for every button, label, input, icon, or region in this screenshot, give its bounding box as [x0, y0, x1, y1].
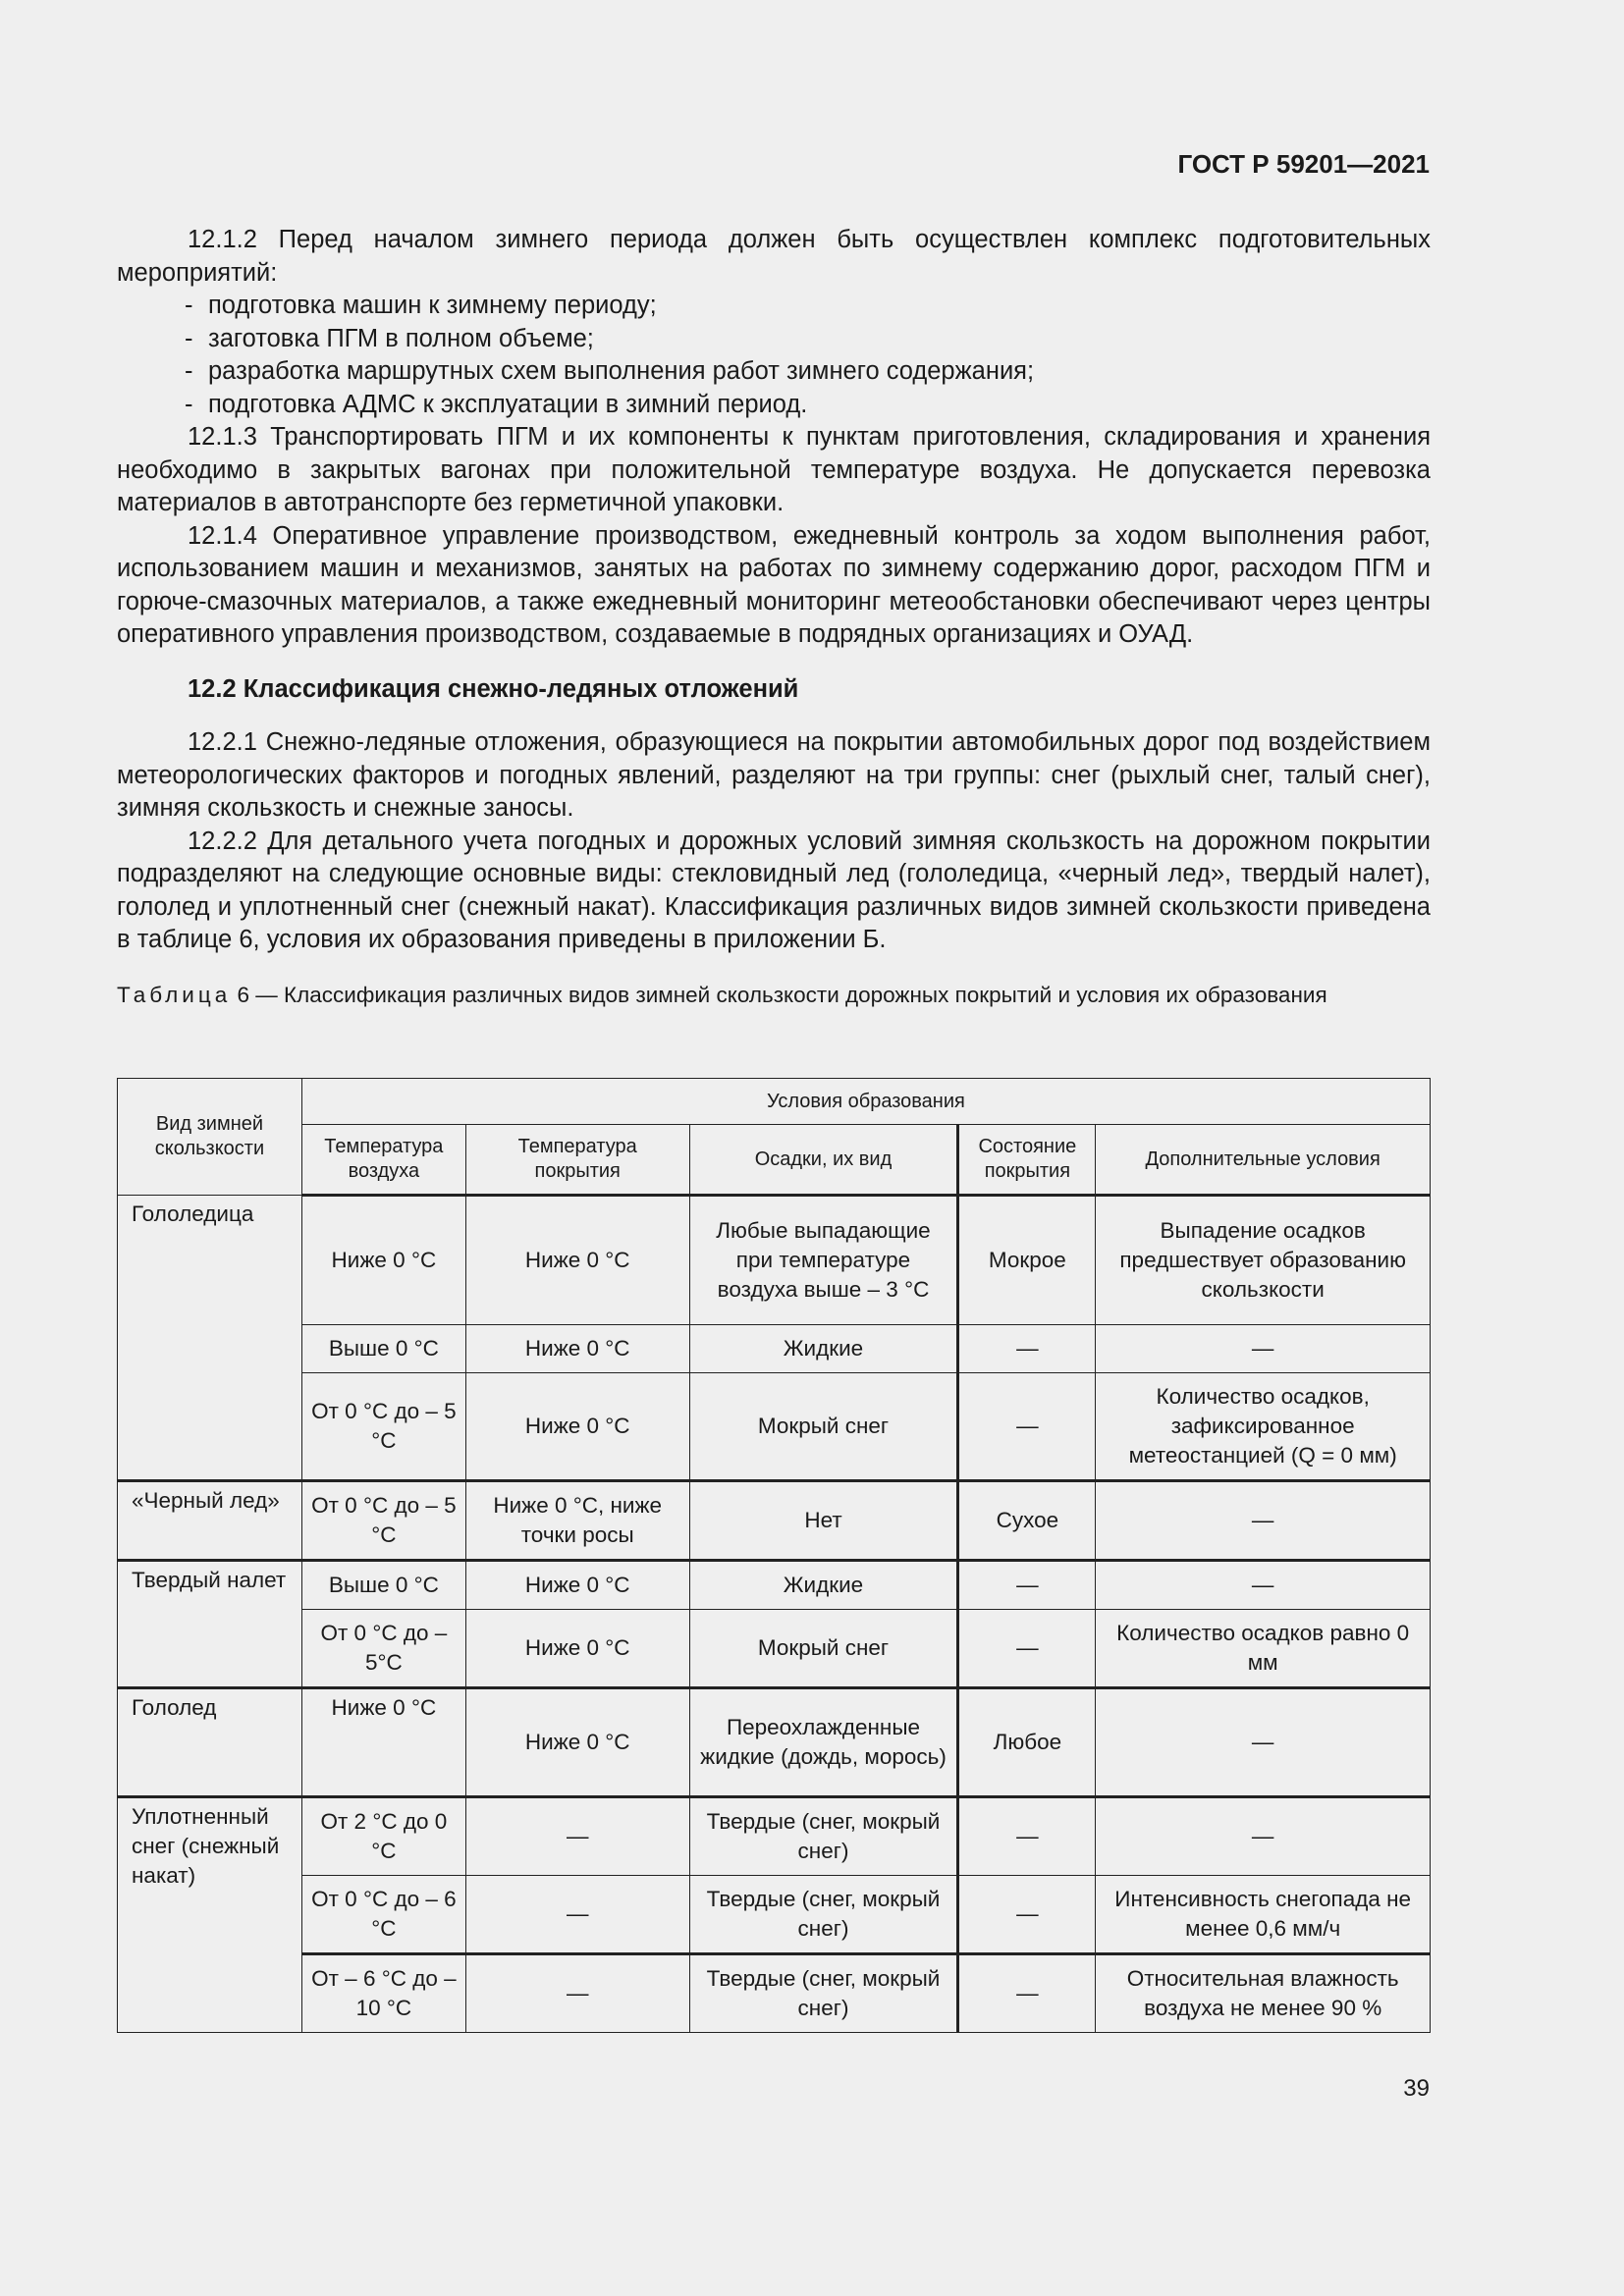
list-item	[117, 389, 1431, 422]
cell: Относительная влажность воздуха не менее 90 %	[1096, 1954, 1431, 2033]
cell: —	[1096, 1325, 1431, 1373]
list-dash: -	[185, 390, 193, 418]
cell: —	[958, 1325, 1096, 1373]
cell: Выше 0 °С	[301, 1561, 465, 1610]
paragraph-12-2-2: 12.2.2 Для детального учета погодных и дорожных условий зимняя скользкость на дорожном покрытии подразделяют на следующие основные виды: стекловидный лед (гололедица, «черный лед», твердый налет), гололед и уплотненный снег (снежный накат). Классификация различных видов зимней скользкости приведена в таблице 6, условия их образования приведены в приложении Б.	[117, 827, 1431, 953]
table-row	[118, 1196, 1431, 1325]
table-row	[118, 1954, 1431, 2033]
list-dash: -	[185, 324, 193, 352]
group-label: Твердый налет	[118, 1561, 302, 1688]
cell: От 0 °С до – 5 °С	[301, 1373, 465, 1481]
table-caption	[117, 982, 1431, 1008]
cell: Жидкие	[689, 1325, 958, 1373]
cell: —	[958, 1610, 1096, 1688]
cell: —	[958, 1797, 1096, 1876]
header-precip: Осадки, их вид	[689, 1125, 958, 1196]
cell: —	[465, 1876, 689, 1954]
cell: —	[465, 1797, 689, 1876]
cell: Ниже 0 °С	[465, 1373, 689, 1481]
classification-table	[117, 1078, 1431, 2033]
table-row	[118, 1481, 1431, 1561]
group-label: Уплотненный снег (снежный накат)	[118, 1797, 302, 2033]
cell: Интенсивность снегопада не менее 0,6 мм/ч	[1096, 1876, 1431, 1954]
cell: От – 6 °С до – 10 °С	[301, 1954, 465, 2033]
paragraph-12-1-2: 12.1.2 Перед началом зимнего периода должен быть осуществлен комплекс подготовительных мероприятий:	[117, 226, 1431, 287]
cell: Ниже 0 °С	[465, 1610, 689, 1688]
cell: —	[1096, 1688, 1431, 1797]
cell: Ниже 0 °С	[465, 1196, 689, 1325]
cell: Количество осадков равно 0 мм	[1096, 1610, 1431, 1688]
cell: —	[958, 1954, 1096, 2033]
cell: От 0 °С до – 5 °С	[301, 1481, 465, 1561]
cell: Ниже 0 °С	[465, 1561, 689, 1610]
body-text	[117, 224, 1431, 1008]
cell: —	[958, 1876, 1096, 1954]
table-row	[118, 1610, 1431, 1688]
header-conditions: Условия образования	[301, 1079, 1430, 1125]
table-row	[118, 1688, 1431, 1797]
cell: Переохлажденные жидкие (дождь, морось)	[689, 1688, 958, 1797]
cell: Ниже 0 °С, ниже точки росы	[465, 1481, 689, 1561]
cell: —	[958, 1561, 1096, 1610]
cell: Твердые (снег, мокрый снег)	[689, 1797, 958, 1876]
header-air-temp: Температура воздуха	[301, 1125, 465, 1196]
list-item-text: подготовка АДМС к эксплуатации в зимний период.	[208, 390, 808, 418]
paragraph-12-1-3: 12.1.3 Транспортировать ПГМ и их компоненты к пунктам приготовления, складирования и хранения необходимо в закрытых вагонах при положительной температуре воздуха. Не допускается перевозка материалов в автотранспорте без герметичной упаковки.	[117, 423, 1431, 516]
cell: От 0 °С до – 5°С	[301, 1610, 465, 1688]
document-id: ГОСТ Р 59201—2021	[1177, 149, 1430, 179]
header-surface-state: Состояние покрытия	[958, 1125, 1096, 1196]
cell: Нет	[689, 1481, 958, 1561]
list-item	[117, 323, 1431, 356]
cell: Твердые (снег, мокрый снег)	[689, 1876, 958, 1954]
list-item-text: заготовка ПГМ в полном объеме;	[208, 324, 594, 352]
cell: —	[465, 1954, 689, 2033]
section-heading: 12.2 Классификация снежно-ледяных отложений	[188, 674, 799, 703]
table-header-row	[118, 1079, 1431, 1125]
cell: —	[1096, 1481, 1431, 1561]
cell: Мокрый снег	[689, 1610, 958, 1688]
header-surface-temp: Температура покрытия	[465, 1125, 689, 1196]
cell: Мокрое	[958, 1196, 1096, 1325]
group-label: Гололед	[118, 1688, 302, 1797]
cell: Жидкие	[689, 1561, 958, 1610]
cell: Выпадение осадков предшествует образованию скользкости	[1096, 1196, 1431, 1325]
cell: Ниже 0 °С	[465, 1325, 689, 1373]
cell: Ниже 0 °С	[465, 1688, 689, 1797]
cell: Выше 0 °С	[301, 1325, 465, 1373]
group-label: Гололедица	[118, 1196, 302, 1481]
group-label: «Черный лед»	[118, 1481, 302, 1561]
list-item	[117, 290, 1431, 323]
list-dash: -	[185, 357, 193, 385]
cell: —	[958, 1373, 1096, 1481]
cell: Ниже 0 °С	[301, 1196, 465, 1325]
table-caption-text: — Классификация различных видов зимней скользкости дорожных покрытий и условия их образования	[249, 982, 1327, 1007]
table-row	[118, 1373, 1431, 1481]
list-dash: -	[185, 292, 193, 319]
cell: От 0 °С до – 6 °С	[301, 1876, 465, 1954]
table-subheader-row	[118, 1125, 1431, 1196]
table-caption-label: Таблица	[117, 982, 232, 1007]
header-extra: Дополнительные условия	[1096, 1125, 1431, 1196]
table-row	[118, 1876, 1431, 1954]
cell: Мокрый снег	[689, 1373, 958, 1481]
cell: Количество осадков, зафиксированное метеостанцией (Q = 0 мм)	[1096, 1373, 1431, 1481]
table-caption-number: 6	[237, 982, 250, 1007]
paragraph-12-2-1: 12.2.1 Снежно-ледяные отложения, образующиеся на покрытии автомобильных дорог под воздействием метеорологических факторов и погодных явлений, разделяют на три группы: снег (рыхлый снег, талый снег), зимняя скользкость и снежные заносы.	[117, 728, 1431, 822]
page-number: 39	[1403, 2075, 1430, 2102]
table-row	[118, 1561, 1431, 1610]
cell: Любые выпадающие при температуре воздуха выше – 3 °С	[689, 1196, 958, 1325]
cell: —	[1096, 1561, 1431, 1610]
cell: Ниже 0 °С	[301, 1688, 465, 1797]
cell: —	[1096, 1797, 1431, 1876]
header-type: Вид зимней скользкости	[118, 1079, 302, 1196]
cell: Твердые (снег, мокрый снег)	[689, 1954, 958, 2033]
table-row	[118, 1797, 1431, 1876]
cell: Любое	[958, 1688, 1096, 1797]
list-item	[117, 355, 1431, 389]
paragraph-12-1-4: 12.1.4 Оперативное управление производством, ежедневный контроль за ходом выполнения работ, использованием машин и механизмов, занятых на работах по зимнему содержанию дорог, расходом ПГМ и горюче-смазочных материалов, а также ежедневный мониторинг метеообстановки обеспечивают через центры оперативного управления производством, создаваемые в подрядных организациях и ОУАД.	[117, 521, 1431, 648]
table-row	[118, 1325, 1431, 1373]
cell: Сухое	[958, 1481, 1096, 1561]
list-item-text: разработка маршрутных схем выполнения работ зимнего содержания;	[208, 357, 1035, 385]
cell: От 2 °С до 0 °С	[301, 1797, 465, 1876]
list-item-text: подготовка машин к зимнему периоду;	[208, 292, 657, 319]
